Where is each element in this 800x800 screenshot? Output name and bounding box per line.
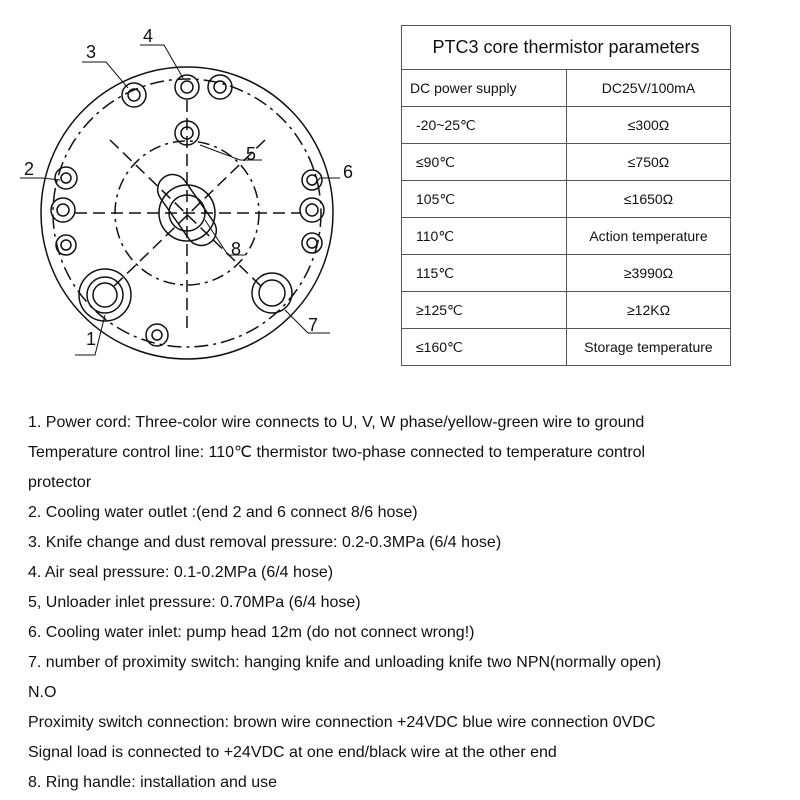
table-row bbox=[402, 144, 731, 181]
note-line: 6. Cooling water inlet: pump head 12m (do not connect wrong!) bbox=[28, 624, 475, 641]
table-row bbox=[402, 255, 731, 292]
table-row bbox=[402, 70, 731, 107]
label-1: 1 bbox=[86, 329, 97, 349]
table-row bbox=[402, 107, 731, 144]
table-row bbox=[402, 218, 731, 255]
cell: ≤1650Ω bbox=[567, 181, 731, 218]
cell: ≤160℃ bbox=[402, 329, 567, 366]
note-line: 1. Power cord: Three-color wire connects to U, V, W phase/yellow-green wire to ground bbox=[28, 414, 645, 431]
cell: ≤750Ω bbox=[567, 144, 731, 181]
cell: ≥12KΩ bbox=[567, 292, 731, 329]
table-row bbox=[402, 292, 731, 329]
cell: ≥125℃ bbox=[402, 292, 567, 329]
cell: Action temperature bbox=[567, 218, 731, 255]
label-6: 6 bbox=[343, 162, 354, 182]
ptc-parameters-table bbox=[401, 25, 731, 366]
note-line: 8. Ring handle: installation and use bbox=[28, 774, 278, 791]
note-line: 7. number of proximity switch: hanging knife and unloading knife two NPN(normally open) bbox=[28, 654, 662, 671]
cell: Storage temperature bbox=[567, 329, 731, 366]
note-line: N.O bbox=[28, 684, 57, 701]
table-row bbox=[402, 181, 731, 218]
note-line: 5, Unloader inlet pressure: 0.70MPa (6/4 hose) bbox=[28, 594, 361, 611]
label-3: 3 bbox=[86, 42, 97, 62]
cell: 115℃ bbox=[402, 255, 567, 292]
note-line: Temperature control line: 110℃ thermistor two-phase connected to temperature control bbox=[28, 444, 646, 461]
table-row bbox=[402, 329, 731, 366]
notes-list bbox=[28, 408, 798, 798]
cell: 110℃ bbox=[402, 218, 567, 255]
note-line: Proximity switch connection: brown wire connection +24VDC blue wire connection 0VDC bbox=[28, 714, 656, 731]
table-title: PTC3 core thermistor parameters bbox=[402, 26, 731, 70]
note-line: Signal load is connected to +24VDC at one end/black wire at the other end bbox=[28, 744, 557, 761]
note-line: 2. Cooling water outlet :(end 2 and 6 connect 8/6 hose) bbox=[28, 504, 418, 521]
cell: DC25V/100mA bbox=[567, 70, 731, 107]
cell: DC power supply bbox=[402, 70, 567, 107]
spindle-top-view-diagram bbox=[0, 0, 400, 400]
label-7: 7 bbox=[308, 315, 319, 335]
note-line: 3. Knife change and dust removal pressure: 0.2-0.3MPa (6/4 hose) bbox=[28, 534, 502, 551]
cell: ≥3990Ω bbox=[567, 255, 731, 292]
label-5: 5 bbox=[246, 144, 257, 164]
cell: -20~25℃ bbox=[402, 107, 567, 144]
label-4: 4 bbox=[143, 26, 154, 46]
cell: ≤300Ω bbox=[567, 107, 731, 144]
cell: ≤90℃ bbox=[402, 144, 567, 181]
label-2: 2 bbox=[24, 159, 35, 179]
note-line: 4. Air seal pressure: 0.1-0.2MPa (6/4 hose) bbox=[28, 564, 334, 581]
cell: 105℃ bbox=[402, 181, 567, 218]
note-line: protector bbox=[28, 474, 92, 491]
label-8: 8 bbox=[231, 239, 242, 259]
